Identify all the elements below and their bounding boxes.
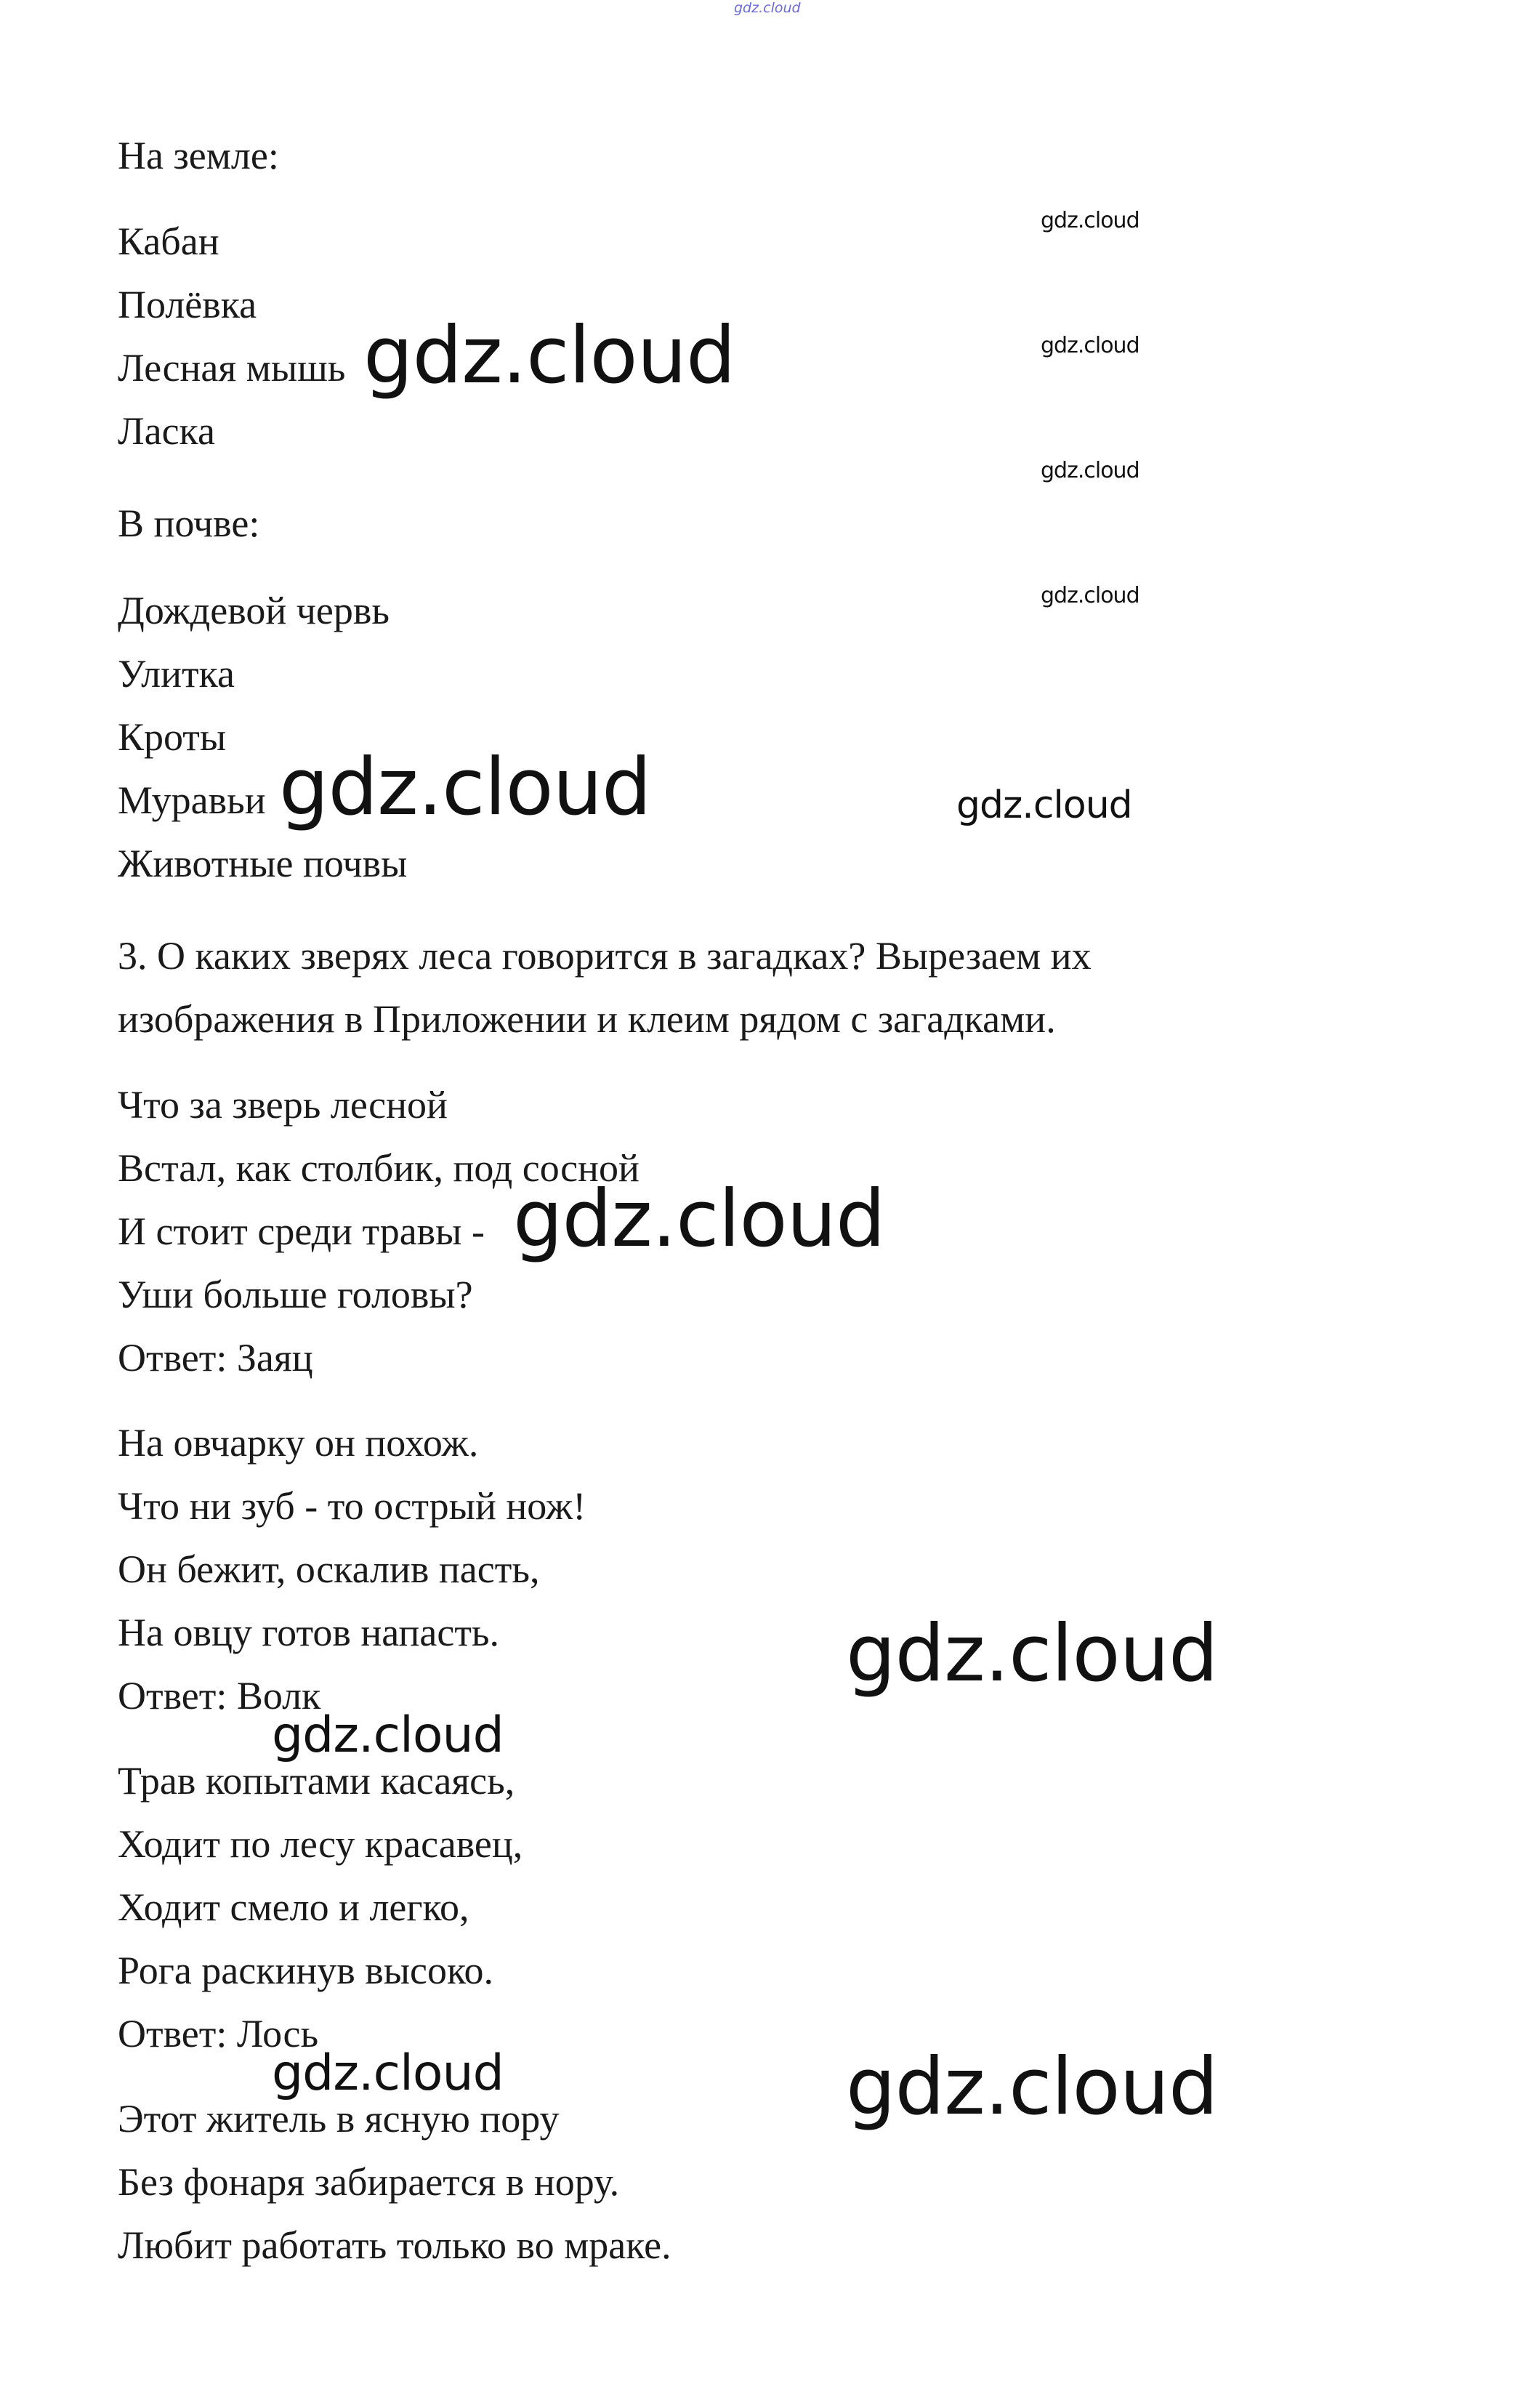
watermark: gdz.cloud (956, 784, 1132, 827)
riddle-answer: Ответ: Заяц (118, 1336, 313, 1380)
riddle-line: Что за зверь лесной (118, 1083, 448, 1127)
watermark: gdz.cloud (1041, 583, 1139, 608)
text-line: Муравьи (118, 778, 266, 822)
watermark: gdz.cloud (846, 2042, 1218, 2133)
riddle-line: Он бежит, оскалив пасть, (118, 1547, 540, 1591)
riddle-line: И стоит среди травы - (118, 1209, 485, 1253)
riddle-answer: Ответ: Волк (118, 1674, 321, 1718)
riddle-line: Рога раскинув высоко. (118, 1949, 494, 1992)
text-line: Кабан (118, 220, 219, 263)
top-watermark: gdz.cloud (734, 0, 801, 16)
watermark: gdz.cloud (1041, 458, 1139, 483)
watermark: gdz.cloud (272, 2045, 504, 2102)
riddle-line: Ходит по лесу красавец, (118, 1822, 523, 1866)
watermark: gdz.cloud (1041, 208, 1139, 233)
section-heading-soil: В почве: (118, 502, 260, 545)
watermark: gdz.cloud (272, 1707, 504, 1764)
riddle-line: На овчарку он похож. (118, 1421, 479, 1465)
watermark: gdz.cloud (513, 1174, 885, 1265)
watermark: gdz.cloud (363, 310, 735, 401)
watermark: gdz.cloud (846, 1608, 1218, 1699)
riddle-line: Встал, как столбик, под сосной (118, 1146, 640, 1190)
text-line: Животные почвы (118, 842, 408, 885)
text-line: Полёвка (118, 283, 257, 326)
text-line: Дождевой червь (118, 589, 390, 632)
task-question: 3. О каких зверях леса говорится в загадках? Вырезаем их (118, 934, 1092, 978)
riddle-line: Любит работать только во мраке. (118, 2223, 671, 2267)
riddle-line: Трав копытами касаясь, (118, 1759, 515, 1803)
text-line: Кроты (118, 715, 227, 759)
riddle-line: Без фонаря забирается в нору. (118, 2160, 620, 2204)
riddle-line: Этот житель в ясную пору (118, 2097, 560, 2141)
text-line: Лесная мышь (118, 346, 346, 390)
riddle-answer: Ответ: Лось (118, 2012, 319, 2055)
riddle-line: Что ни зуб - то острый нож! (118, 1484, 586, 1528)
watermark: gdz.cloud (1041, 333, 1139, 358)
riddle-line: На овцу готов напасть. (118, 1611, 500, 1654)
riddle-line: Уши больше головы? (118, 1273, 473, 1316)
riddle-line: Ходит смело и легко, (118, 1885, 469, 1929)
text-line: Ласка (118, 409, 215, 453)
section-heading-ground: На земле: (118, 134, 279, 177)
watermark: gdz.cloud (279, 742, 651, 833)
task-question: изображения в Приложении и клеим рядом с загадками. (118, 997, 1056, 1041)
text-line: Улитка (118, 652, 235, 696)
